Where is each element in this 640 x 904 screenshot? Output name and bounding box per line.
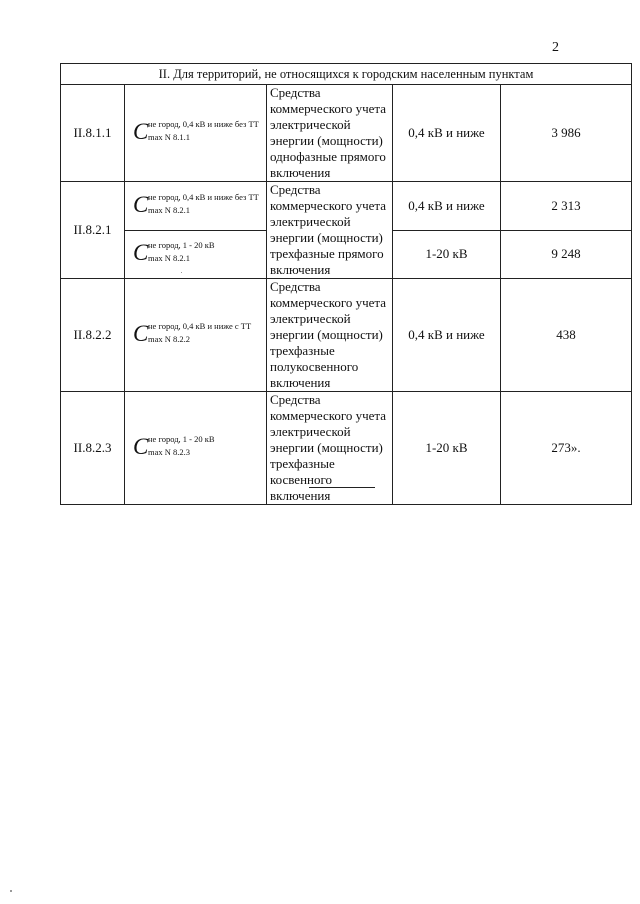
description-line: косвенного bbox=[270, 472, 333, 487]
description-cell bbox=[267, 279, 393, 392]
table-row bbox=[61, 182, 632, 231]
formula-subscript: max N 8.2.3 bbox=[148, 447, 191, 457]
formula-superscript: не город, 0,4 кВ и ниже без ТТ bbox=[148, 191, 259, 202]
row-code: II.8.2.2 bbox=[61, 279, 125, 392]
formula-cell bbox=[125, 279, 267, 392]
formula-cell bbox=[125, 182, 267, 231]
formula-subscript: max N 8.2.2 bbox=[148, 334, 191, 344]
formula-cell bbox=[125, 85, 267, 182]
description-line: электрической bbox=[270, 311, 351, 326]
formula-subscript: max N 8.2.1 bbox=[148, 204, 191, 215]
description-line: Средства bbox=[270, 182, 321, 197]
formula-superscript: не город, 1 - 20 кВ bbox=[148, 240, 215, 251]
description-line: Средства bbox=[270, 85, 321, 100]
description-line: коммерческого учета bbox=[270, 101, 387, 116]
description-line: коммерческого учета bbox=[270, 198, 387, 213]
description-line: энергии (мощности) bbox=[270, 440, 383, 455]
voltage-cell: 0,4 кВ и ниже bbox=[393, 279, 501, 392]
value-cell: 438 bbox=[501, 279, 632, 392]
description-line: электрической bbox=[270, 424, 351, 439]
tariff-table bbox=[60, 63, 632, 505]
formula-symbol: C bbox=[133, 321, 149, 346]
row-code: II.8.2.3 bbox=[61, 392, 125, 505]
description-line: Средства bbox=[270, 279, 321, 294]
section-header: II. Для территорий, не относящихся к городским населенным пунктам bbox=[61, 64, 632, 85]
formula-superscript: не город, 0,4 кВ и ниже без ТТ bbox=[148, 119, 259, 129]
description-line: энергии (мощности) bbox=[270, 327, 383, 342]
voltage-cell: 1-20 кВ bbox=[393, 230, 501, 279]
description-line: коммерческого учета bbox=[270, 295, 387, 310]
formula-cell bbox=[125, 230, 267, 279]
description-line: энергии (мощности) bbox=[270, 230, 383, 245]
scan-speck bbox=[10, 890, 12, 892]
description-line: включения bbox=[270, 262, 331, 277]
description-line: энергии (мощности) bbox=[270, 133, 383, 148]
value-cell: 273». bbox=[501, 392, 632, 505]
formula-symbol: C bbox=[133, 191, 149, 217]
description-line: трехфазные bbox=[270, 456, 335, 471]
formula-subscript: max N 8.1.1 bbox=[148, 132, 191, 142]
description-line: электрической bbox=[270, 117, 351, 132]
description-cell bbox=[267, 182, 393, 279]
description-line: трехфазные прямого bbox=[270, 246, 384, 261]
formula-symbol: C bbox=[133, 240, 149, 266]
description-line: электрической bbox=[270, 214, 351, 229]
table-row bbox=[61, 279, 632, 392]
voltage-cell: 0,4 кВ и ниже bbox=[393, 182, 501, 231]
description-line: коммерческого учета bbox=[270, 408, 387, 423]
voltage-cell: 1-20 кВ bbox=[393, 392, 501, 505]
description-line: трехфазные bbox=[270, 343, 335, 358]
description-line: включения bbox=[270, 165, 331, 180]
formula-superscript: не город, 0,4 кВ и ниже с ТТ bbox=[148, 321, 252, 331]
table-row bbox=[61, 85, 632, 182]
value-cell: 9 248 bbox=[501, 230, 632, 279]
row-code: II.8.2.1 bbox=[61, 182, 125, 279]
description-cell bbox=[267, 85, 393, 182]
description-line: включения bbox=[270, 375, 331, 390]
formula-subscript: max N 8.2.1 bbox=[148, 253, 191, 264]
row-code: II.8.1.1 bbox=[61, 85, 125, 182]
description-line: однофазные прямого bbox=[270, 149, 386, 164]
voltage-cell: 0,4 кВ и ниже bbox=[393, 85, 501, 182]
description-line: Средства bbox=[270, 392, 321, 407]
description-line: включения bbox=[270, 488, 331, 503]
value-cell: 2 313 bbox=[501, 182, 632, 231]
formula-symbol: C bbox=[133, 119, 149, 144]
formula-symbol: C bbox=[133, 434, 149, 459]
formula-cell bbox=[125, 392, 267, 505]
formula-superscript: не город, 1 - 20 кВ bbox=[148, 434, 215, 444]
scan-speck bbox=[181, 272, 182, 273]
value-cell: 3 986 bbox=[501, 85, 632, 182]
description-line: полукосвенного bbox=[270, 359, 359, 374]
page-number: 2 bbox=[552, 40, 559, 55]
end-divider bbox=[309, 487, 375, 488]
